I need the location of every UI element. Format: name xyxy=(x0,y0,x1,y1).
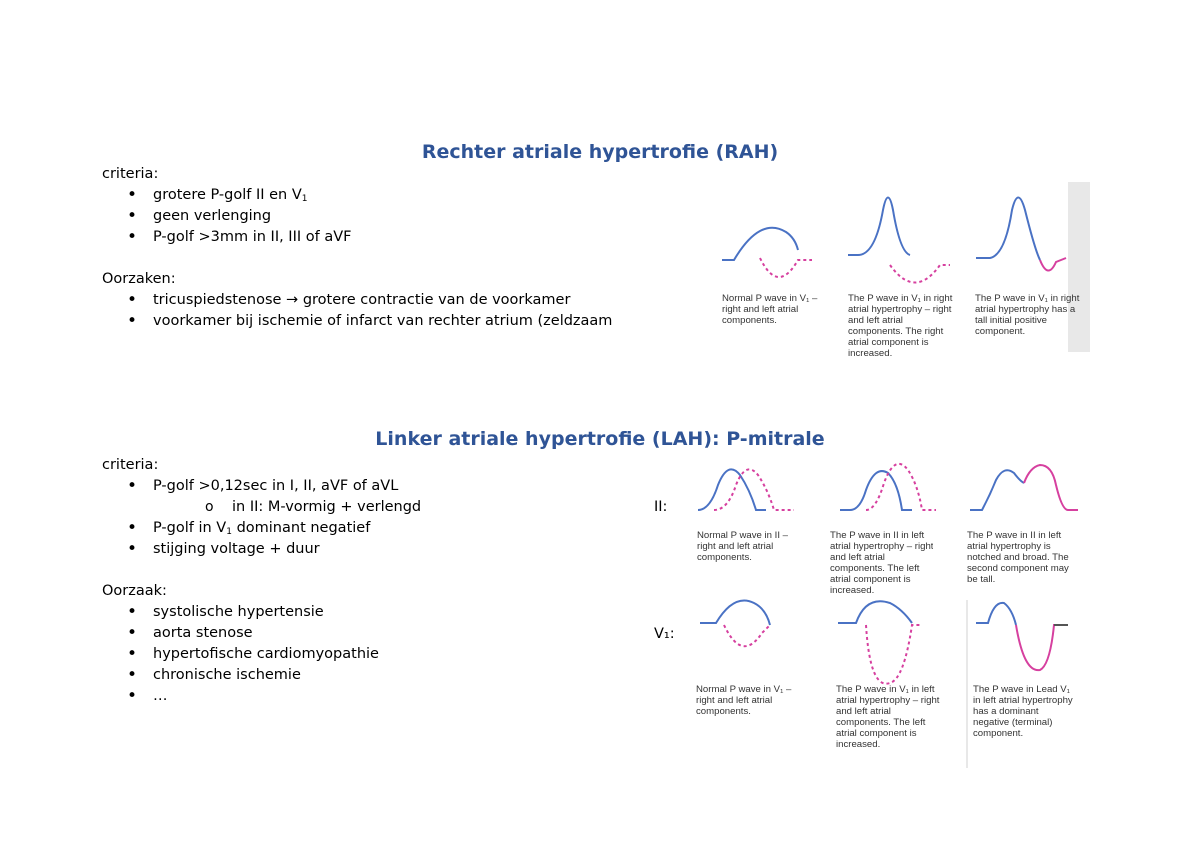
list-item: • systolische hypertensie xyxy=(102,602,421,623)
rah-waveform-figure xyxy=(700,180,1100,290)
rah-wave-tall-initial xyxy=(976,198,1066,271)
lah-v1-caption-1: Normal P wave in V₁ – right and left atrial components. xyxy=(696,684,792,717)
lah-v1-caption-2: The P wave in V₁ in left atrial hypertrophy – right and left atrial components. The left atrial component is increased. xyxy=(836,684,940,750)
rah-text xyxy=(102,164,612,332)
lah-criteria-list xyxy=(102,476,421,560)
list-item: • P-golf >3mm in II, III of aVF xyxy=(102,227,612,248)
list-item: • geen verlenging xyxy=(102,206,612,227)
list-item: • aorta stenose xyxy=(102,623,421,644)
list-item: • voorkamer bij ischemie of infarct van rechter atrium (zeldzaam xyxy=(102,311,612,332)
rah-causes-label: Oorzaken: xyxy=(102,271,176,287)
lead-v1-label: V₁: xyxy=(654,626,675,642)
rah-title: Rechter atriale hypertrofie (RAH) xyxy=(421,141,779,163)
list-item: • grotere P-golf II en $V_1$ xyxy=(102,185,612,206)
lead-ii-label: II: xyxy=(654,499,668,515)
lah-ii-wave-notched xyxy=(970,465,1078,510)
lah-v1-caption-3: The P wave in Lead V₁ in left atrial hypertrophy has a dominant negative (terminal) component. xyxy=(973,684,1073,739)
lah-ii-caption-2: The P wave in II in left atrial hypertrophy – right and left atrial components. The left atrial component is increased. xyxy=(830,530,934,596)
lah-ii-caption-1: Normal P wave in II – right and left atrial components. xyxy=(697,530,788,563)
list-item: • … xyxy=(102,686,421,707)
lah-criteria-label: criteria: xyxy=(102,457,159,473)
rah-criteria-list xyxy=(102,185,612,248)
list-item: • stijging voltage + duur xyxy=(102,539,421,560)
list-item: • hypertofische cardiomyopathie xyxy=(102,644,421,665)
rah-caption-3: The P wave in V₁ in right atrial hypertrophy has a tall initial positive component. xyxy=(975,293,1080,337)
rah-wave-normal xyxy=(722,228,812,277)
sub-list-item: o in II: M-vormig + verlengd xyxy=(102,497,421,518)
rah-caption-2: The P wave in V₁ in right atrial hypertrophy – right and left atrial components. The right atrial component is increased. xyxy=(848,293,953,359)
list-item: • P-golf >0,12sec in I, II, aVF of aVL xyxy=(102,476,421,497)
list-item: • P-golf in $V_1$ dominant negatief xyxy=(102,518,421,539)
lah-ii-caption-3: The P wave in II in left atrial hypertrophy is notched and broad. The second component may be tall. xyxy=(967,530,1069,585)
lah-v1-wave-normal xyxy=(700,601,770,647)
lah-lead-v1-figure xyxy=(690,595,1100,690)
lah-v1-wave-hypertrophy xyxy=(838,601,922,683)
lah-causes-list xyxy=(102,602,421,707)
list-item: • tricuspiedstenose → grotere contractie van de voorkamer xyxy=(102,290,612,311)
lah-v1-wave-negative xyxy=(976,603,1068,670)
lah-causes-label: Oorzaak: xyxy=(102,583,167,599)
list-item: • chronische ischemie xyxy=(102,665,421,686)
rah-caption-1: Normal P wave in V₁ – right and left atrial components. xyxy=(722,293,818,326)
lah-text xyxy=(102,455,421,707)
lah-lead-ii-figure xyxy=(690,455,1100,525)
lah-title: Linker atriale hypertrofie (LAH): P-mitrale xyxy=(375,428,825,450)
lah-ii-wave-hypertrophy xyxy=(840,464,936,510)
rah-causes-list xyxy=(102,290,612,332)
rah-wave-hypertrophy xyxy=(848,198,950,283)
lah-ii-wave-normal xyxy=(698,469,794,510)
rah-criteria-label: criteria: xyxy=(102,166,159,182)
